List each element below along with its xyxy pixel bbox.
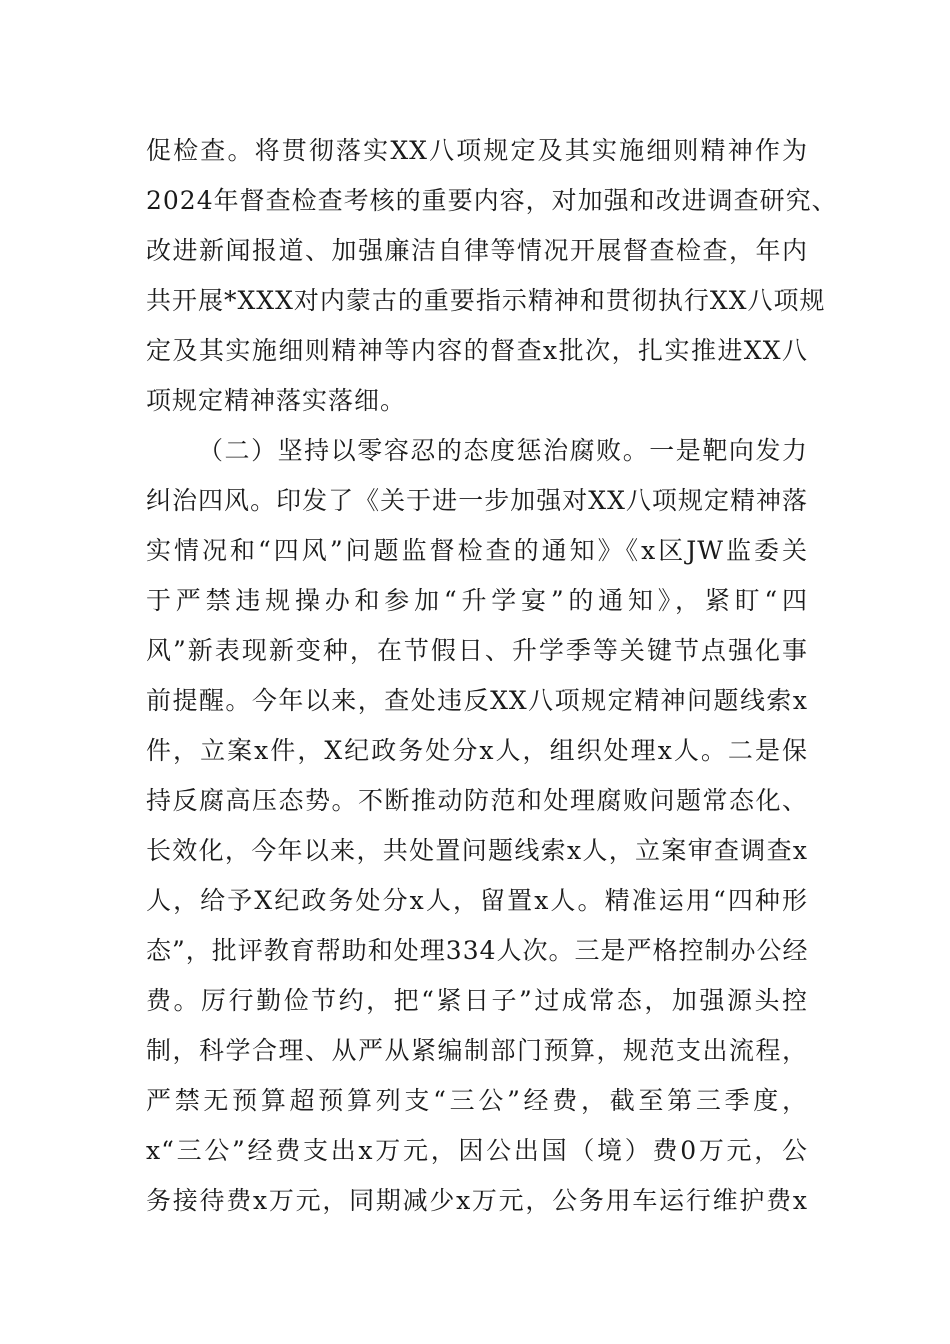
text-line: 促检查。将贯彻落实XX八项规定及其实施细则精神作为	[146, 136, 808, 165]
section-heading-line: （二）坚持以零容忍的态度惩治腐败。一是靶向发力	[198, 436, 808, 465]
text-line: 前提醒。今年以来，查处违反XX八项规定精神问题线索x	[146, 686, 808, 715]
text-line: 务接待费x万元，同期减少x万元，公务用车运行维护费x	[146, 1186, 808, 1215]
text-line: 费。厉行勤俭节约，把“紧日子”过成常态，加强源头控	[146, 986, 808, 1015]
text-line: 纠治四风。印发了《关于进一步加强对XX八项规定精神落	[146, 486, 808, 515]
text-line: 定及其实施细则精神等内容的督查x批次，扎实推进XX八	[146, 336, 808, 365]
text-line: 人，给予X纪政务处分x人，留置x人。精准运用“四种形	[146, 886, 808, 915]
text-line: 严禁无预算超预算列支“三公”经费，截至第三季度，	[146, 1086, 808, 1115]
text-line: 件，立案x件，X纪政务处分x人，组织处理x人。二是保	[146, 736, 808, 765]
text-line: 改进新闻报道、加强廉洁自律等情况开展督查检查，年内	[146, 236, 808, 265]
text-line: 项规定精神落实落细。	[146, 386, 407, 415]
text-line: 2024年督查检查考核的重要内容，对加强和改进调查研究、	[146, 186, 838, 215]
text-line: x“三公”经费支出x万元，因公出国（境）费0万元，公	[146, 1136, 808, 1165]
text-line: 风”新表现新变种，在节假日、升学季等关键节点强化事	[146, 636, 808, 665]
text-line: 持反腐高压态势。不断推动防范和处理腐败问题常态化、	[146, 786, 808, 815]
text-line: 于严禁违规操办和参加“升学宴”的通知》，紧盯“四	[146, 586, 808, 615]
text-line: 制，科学合理、从严从紧编制部门预算，规范支出流程，	[146, 1036, 808, 1065]
text-line: 态”，批评教育帮助和处理334人次。三是严格控制办公经	[146, 936, 809, 965]
text-line: 实情况和“四风”问题监督检查的通知》《x区JW监委关	[146, 536, 808, 565]
text-line: 长效化，今年以来，共处置问题线索x人，立案审查调查x	[146, 836, 808, 865]
text-line: 共开展*XXX对内蒙古的重要指示精神和贯彻执行XX八项规	[146, 286, 826, 315]
